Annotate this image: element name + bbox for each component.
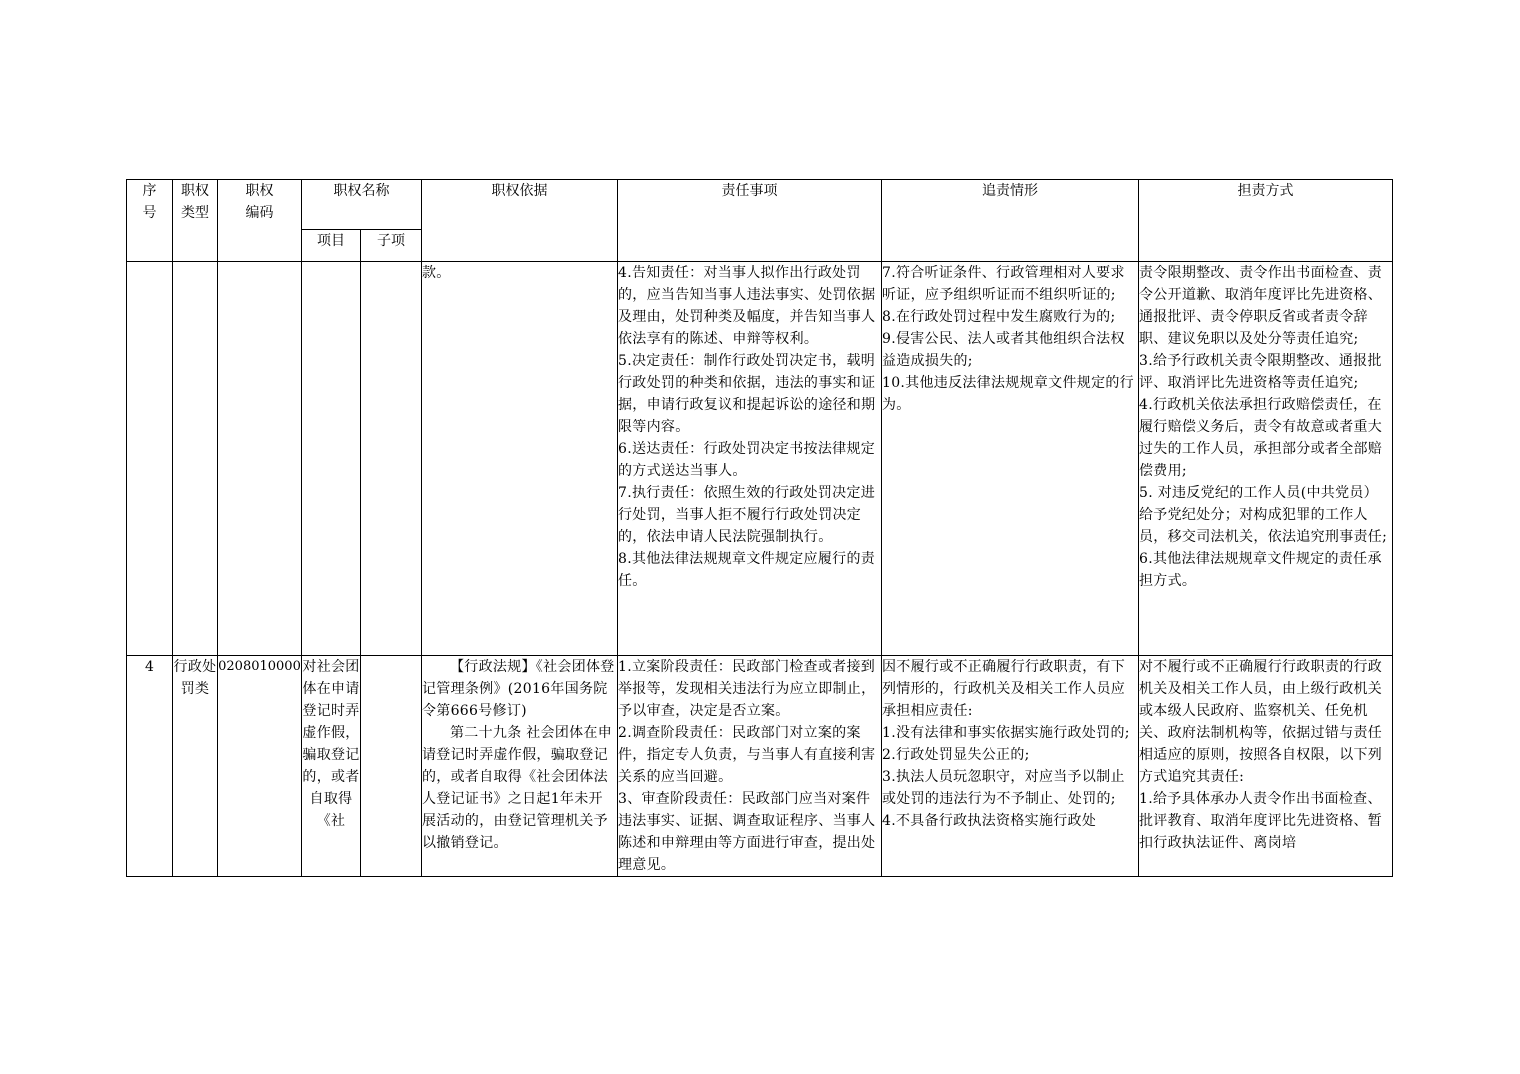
duty-table — [126, 179, 1393, 877]
row1-seq — [127, 262, 173, 656]
row1-subitem — [361, 262, 422, 656]
header-item: 项目 — [302, 230, 361, 262]
row2-subitem — [361, 656, 422, 877]
header-accountability: 追责情形 — [882, 180, 1139, 262]
row1-accountability: 7.符合听证条件、行政管理相对人要求听证，应予组织听证而不组织听证的; 8.在行政处罚过程中发生腐败行为的; 9.侵害公民、法人或者其他组织合法权益造成损失的; 10.其他违反法律法规规章文件规定的行为。 — [882, 262, 1139, 656]
table-row — [127, 262, 1393, 656]
header-responsibility: 担责方式 — [1139, 180, 1393, 262]
row1-item — [302, 262, 361, 656]
header-duty: 责任事项 — [618, 180, 882, 262]
table-row — [127, 656, 1393, 877]
row2-basis: 【行政法规】《社会团体登记管理条例》(2016年国务院令第666号修订) 第二十九条 社会团体在申请登记时弄虚作假，骗取登记的，或者自取得《社会团体法人登记证书》之日起1年未开展活动的，由登记管理机关予以撤销登记。 — [422, 656, 618, 877]
row1-code — [218, 262, 302, 656]
row2-seq: 4 — [127, 656, 173, 877]
row2-code: 0208010000 — [218, 656, 302, 877]
header-type: 职权 类型 — [173, 180, 218, 262]
header-code: 职权 编码 — [218, 180, 302, 262]
header-subitem: 子项 — [361, 230, 422, 262]
row2-item: 对社会团体在申请登记时弄虚作假，骗取登记的，或者自取得《社 — [302, 656, 361, 877]
row1-duty: 4.告知责任：对当事人拟作出行政处罚的，应当告知当事人违法事实、处罚依据及理由，处罚种类及幅度，并告知当事人依法享有的陈述、申辩等权利。 5.决定责任：制作行政处罚决定书，载明行政处罚的种类和依据，违法的事实和证据，申请行政复议和提起诉讼的途径和期限等内容。 6.送达责任：行政处罚决定书按法律规定的方式送达当事人。 7.执行责任：依照生效的行政处罚决定进行处罚，当事人拒不履行行政处罚决定的，依法申请人民法院强制执行。 8.其他法律法规规章文件规定应履行的责任。 — [618, 262, 882, 656]
row2-type: 行政处罚类 — [173, 656, 218, 877]
row1-type — [173, 262, 218, 656]
header-basis: 职权依据 — [422, 180, 618, 262]
header-seq: 序 号 — [127, 180, 173, 262]
row1-responsibility: 责令限期整改、责令作出书面检查、责令公开道歉、取消年度评比先进资格、通报批评、责令停职反省或者责令辞职、建议免职以及处分等责任追究; 3.给予行政机关责令限期整改、通报批评、取消评比先进资格等责任追究; 4.行政机关依法承担行政赔偿责任，在履行赔偿义务后，责令有故意或者重大过失的工作人员，承担部分或者全部赔偿费用; 5. 对违反党纪的工作人员(中共党员）给予党纪处分；对构成犯罪的工作人员，移交司法机关，依法追究刑事责任; 6.其他法律法规规章文件规定的责任承担方式。 — [1139, 262, 1393, 656]
row2-accountability: 因不履行或不正确履行行政职责，有下列情形的，行政机关及相关工作人员应承担相应责任: 1.没有法律和事实依据实施行政处罚的; 2.行政处罚显失公正的; 3.执法人员玩忽职守，对应当予以制止或处罚的违法行为不予制止、处罚的; 4.不具备行政执法资格实施行政处 — [882, 656, 1139, 877]
row2-responsibility: 对不履行或不正确履行行政职责的行政机关及相关工作人员，由上级行政机关或本级人民政府、监察机关、任免机关、政府法制机构等，依据过错与责任相适应的原则，按照各自权限，以下列方式追究其责任: 1.给予具体承办人责令作出书面检查、批评教育、取消年度评比先进资格、暂扣行政执法证件、离岗培 — [1139, 656, 1393, 877]
row2-duty: 1.立案阶段责任：民政部门检查或者接到举报等，发现相关违法行为应立即制止，予以审查，决定是否立案。 2.调查阶段责任：民政部门对立案的案件，指定专人负责，与当事人有直接利害关系的应当回避。 3、审查阶段责任：民政部门应当对案件违法事实、证据、调查取证程序、当事人陈述和申辩理由等方面进行审查，提出处理意见。 — [618, 656, 882, 877]
header-name: 职权名称 — [302, 180, 422, 230]
row1-basis: 款。 — [422, 262, 618, 656]
